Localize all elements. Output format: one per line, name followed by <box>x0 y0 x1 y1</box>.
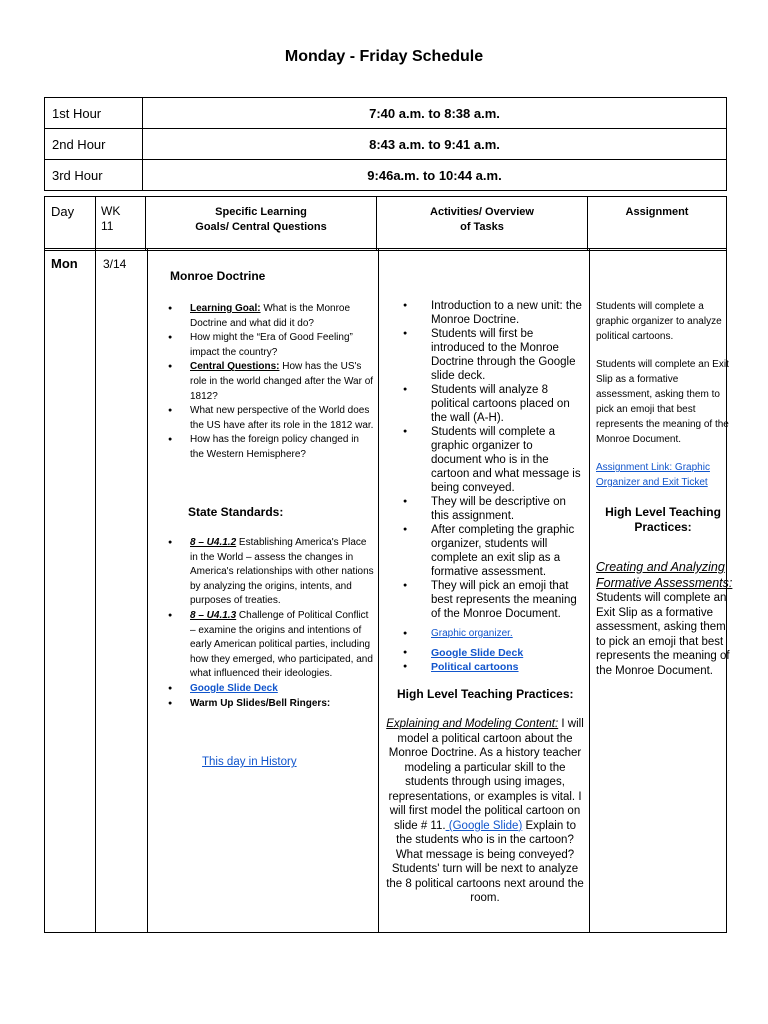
hour-time: 7:40 a.m. to 8:38 a.m. <box>143 98 727 129</box>
goals-cell <box>148 249 379 933</box>
list-item: ● After completing the graphic organizer, students will complete an exit slip as a formative assessment. <box>431 523 583 579</box>
graphic-organizer-link[interactable]: Graphic organizer. <box>431 628 513 639</box>
list-item <box>431 646 583 661</box>
standard-text: Establishing America's Place in the World – assess the changes in America's relationships with other nations by analyzing the origins, intents, and purposes of treaties. <box>190 537 374 607</box>
goals-heading: Monroe Doctrine <box>170 269 266 283</box>
schedule-header-table <box>44 196 727 251</box>
central-questions-text: How has the US's role in the world changed after the War of 1812? <box>190 361 374 402</box>
activities-list <box>431 299 583 675</box>
list-item <box>431 627 583 642</box>
list-item: ● Introduction to a new unit: the Monroe Doctrine. <box>431 299 583 327</box>
learning-goal-label: Learning Goal: <box>190 303 261 314</box>
google-slide-deck-link[interactable]: Google Slide Deck <box>190 682 278 694</box>
list-item: ● Students will analyze 8 political cartoons placed on the wall (A-H). <box>431 383 583 425</box>
assignment-paragraph-2: Students will complete an Exit Slip as a formative assessment, asking them to pick an emoji that best represents the meaning of the Monroe Document. <box>596 359 729 445</box>
list-item <box>431 660 583 675</box>
political-cartoons-link[interactable]: Political cartoons <box>431 661 519 674</box>
page-title: Monday - Friday Schedule <box>284 48 484 65</box>
goals-list <box>190 302 375 463</box>
standards-list <box>190 536 375 711</box>
list-item <box>190 682 375 697</box>
header-week <box>96 197 146 251</box>
standard-code: 8 – U4.1.2 <box>190 537 237 548</box>
header-goals-line2: Goals/ Central Questions <box>195 221 327 233</box>
monday-row-table <box>44 248 733 933</box>
list-item: ● How has the foreign policy changed in the Western Hemisphere? <box>190 433 375 462</box>
creating-analyzing-text: Students will complete an Exit Slip as a formative assessment, asking them to pick an emoji that best represents the meaning of the Monroe Document. <box>596 592 730 677</box>
row-day: Mon <box>45 249 96 933</box>
warm-up-label: Warm Up Slides/Bell Ringers: <box>190 697 331 709</box>
hour-time: 8:43 a.m. to 9:41 a.m. <box>143 129 727 160</box>
assignment-cell <box>590 249 733 933</box>
activities-cell <box>379 249 590 933</box>
header-wk-label: WK <box>101 204 121 218</box>
activities-htp-heading: High Level Teaching Practices: <box>397 687 574 701</box>
hours-table <box>44 97 727 191</box>
list-item: ● They will pick an emoji that best represents the meaning of the Monroe Document. <box>431 579 583 621</box>
header-day: Day <box>45 197 96 251</box>
hour-row <box>45 129 727 160</box>
list-item: ● Students will complete a graphic organizer to document who is in the cartoon and what message is being conveyed. <box>431 425 583 495</box>
list-item <box>190 536 375 609</box>
standard-code: 8 – U4.1.3 <box>190 609 237 621</box>
explaining-modeling-label: Explaining and Modeling Content: <box>386 718 559 730</box>
header-activities-line1: Activities/ Overview <box>430 206 534 218</box>
google-slide-deck-link[interactable]: Google Slide Deck <box>431 646 524 659</box>
standards-heading: State Standards: <box>188 505 284 519</box>
central-questions-label: Central Questions: <box>190 361 280 373</box>
assignment-link[interactable]: Assignment Link: Graphic Organizer and Exit Ticket <box>596 462 710 488</box>
list-item: ● How might the “Era of Good Feeling” impact the country? <box>190 331 375 360</box>
hour-label: 1st Hour <box>45 98 143 129</box>
hour-row <box>45 160 727 191</box>
list-item: ● Students will first be introduced to the Monroe Doctrine through the Google slide deck. <box>431 327 583 383</box>
learning-goal-text: What is the Monroe Doctrine and what did it do? <box>190 303 351 329</box>
creating-analyzing-label: Creating and Analyzing Formative Assessments: <box>596 560 733 590</box>
assignment-htp-heading: High Level Teaching Practices: <box>605 505 721 534</box>
hour-label: 3rd Hour <box>45 160 143 191</box>
explaining-modeling-text-2: Explain to the students who is in the cartoon? What message is being conveyed? Students' turn will be next to analyze the 8 political cartoons next around the room. <box>386 819 584 904</box>
explaining-modeling-text: I will model a political cartoon about the Monroe Doctrine. As a history teacher modeling a particular skill to the students through using images, representations, or examples is vital. I will first model the political cartoon on slide # 11. <box>388 718 584 832</box>
header-wk-number: 11 <box>101 219 114 233</box>
list-item <box>190 302 375 331</box>
row-date: 3/14 <box>96 249 148 933</box>
hour-time: 9:46a.m. to 10:44 a.m. <box>143 160 727 191</box>
list-item: ● What new perspective of the World does the US have after its role in the 1812 war. <box>190 404 375 433</box>
google-slide-link[interactable]: (Google Slide) <box>445 819 523 832</box>
hour-row <box>45 98 727 129</box>
assignment-paragraph-1: Students will complete a graphic organizer to analyze political cartoons. <box>596 301 722 342</box>
header-activities <box>377 197 588 251</box>
list-item: ● They will be descriptive on this assignment. <box>431 495 583 523</box>
explaining-modeling-paragraph <box>385 717 585 906</box>
list-item <box>190 697 375 712</box>
header-goals <box>146 197 377 251</box>
this-day-in-history-link[interactable]: This day in History <box>202 756 297 768</box>
list-item <box>190 609 375 682</box>
standard-text: Challenge of Political Conflict – examine the origins and intentions of early American political parties, including how they emerged, who participated, and what influenced their ideologies. <box>190 609 373 680</box>
list-item <box>190 360 375 404</box>
header-goals-line1: Specific Learning <box>215 206 307 218</box>
header-assignment: Assignment <box>588 197 727 251</box>
creating-analyzing-paragraph <box>596 560 738 678</box>
header-activities-line2: of Tasks <box>460 221 504 233</box>
hour-label: 2nd Hour <box>45 129 143 160</box>
